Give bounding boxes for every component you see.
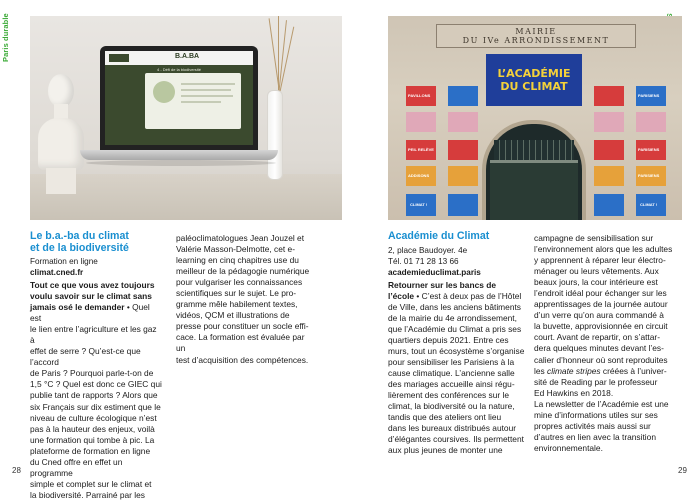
article-url[interactable]: climat.cned.fr — [30, 268, 84, 277]
panel-label: PEIL RELÈVE — [408, 147, 434, 152]
text-line: la buvette, approvisionnée en circuit — [534, 321, 668, 332]
text-line: l’école • C’est à deux pas de l’Hôtel — [388, 290, 522, 301]
text-line: des mariages accueille ainsi régu- — [388, 378, 515, 389]
text-line: Retourner sur les bancs de — [388, 279, 496, 290]
text-line: paléoclimatologues Jean Jouzel et — [176, 233, 305, 243]
text-line: d’un verre qu’on aura commandé à — [534, 310, 664, 321]
text-line: scientifiques sur le sujet. Le pro- — [176, 288, 297, 299]
striped-pillar-left — [406, 16, 436, 220]
academie-banner: L’ACADÉMIE DU CLIMAT — [486, 54, 582, 106]
section-label: Paris durable — [1, 13, 10, 62]
article-title: Le b.a.-ba du climat et de la biodiversité — [30, 230, 129, 254]
article-format: Formation en ligne — [30, 257, 98, 266]
text-line: effet de serre ? Qu’est-ce que l’accord — [30, 346, 141, 368]
text-line: mine d’informations utiles sur ses — [534, 409, 658, 420]
text-line: de Ville, dans les anciens bâtiments — [388, 301, 521, 312]
striped-pillar-center-right — [594, 16, 624, 220]
text-line: calier d’honneur où sont reproduites — [534, 354, 668, 365]
text-line: la biodiversité. Parrainé par les — [30, 489, 145, 500]
text-line: tandis que des ateliers ont lieu — [388, 412, 502, 423]
text-line: de la mairie du 4e arrondissement, — [388, 312, 517, 323]
text-line: niveau de culture écologique n’est — [30, 412, 157, 423]
text-line: l’environnement alors que les adultes — [534, 244, 673, 255]
text-line: le lien entre l’agriculture et les gaz à — [30, 324, 157, 346]
text-line: de Paris ? Pourquoi parle-t-on de — [30, 368, 154, 379]
text-line: cause climatique. L’ancienne salle — [388, 367, 515, 378]
striped-pillar-center-left — [448, 16, 478, 220]
panel-label: PARISIENS — [638, 93, 660, 98]
article-url[interactable]: academieduclimat.paris — [388, 267, 481, 277]
text-line: learning en cinq chapitres use du — [176, 255, 299, 266]
arched-door — [482, 120, 586, 220]
bust-sculpture — [38, 74, 84, 194]
text-line: climat, la biodiversité ou la nature, — [388, 401, 515, 412]
text-line: dans les bureaux distribués autour — [388, 423, 517, 434]
panel-label: PARISIENS — [638, 173, 660, 178]
text-line: campagne de sensibilisation sur — [534, 233, 654, 243]
panel-label: PAVILLONS — [408, 93, 431, 98]
text-line: test d’acquisition des compétences. — [176, 354, 309, 365]
text-line: y apprennent à réparer leur électro- — [534, 255, 666, 266]
text-line: voulu savoir sur le climat sans — [30, 291, 152, 302]
text-line: cace. La formation est évaluée par un — [176, 332, 305, 354]
text-line: meilleur de la pédagogie numérique — [176, 266, 310, 277]
text-line: pour sensibiliser les Parisiens à la — [388, 356, 515, 367]
text-line: que l’Académie du Climat a pris ses — [388, 323, 522, 334]
article-phone: Tél. 01 71 28 13 66 — [388, 256, 459, 266]
text-line: court. Avant de repartir, on s’attar- — [534, 332, 660, 343]
text-line: murs, tout un écosystème s’organise — [388, 345, 525, 356]
article-col-2 — [534, 233, 684, 454]
text-line: dera quelques minutes devant l’es- — [534, 343, 664, 354]
text-line: environnementale. — [534, 442, 603, 453]
article-title: Académie du Climat — [388, 230, 490, 242]
text-line: plateforme de formation en ligne — [30, 445, 151, 456]
text-line: une formation qui tombe à pic. La — [30, 434, 155, 445]
text-line: les climate stripes créées à l’univer- — [534, 365, 667, 376]
dried-flowers — [256, 16, 300, 96]
text-line: 1,5 °C ? Quel est donc ce GIEC qui — [30, 379, 162, 390]
text-line: propres activités mais aussi sur — [534, 420, 651, 431]
text-line: six Français sur dix estiment que le — [30, 401, 161, 412]
text-line: jamais osé le demander • Quel est — [30, 302, 150, 324]
screen-brand: B.A.BA — [175, 53, 200, 60]
text-line: Ed Hawkins en 2018. — [534, 387, 614, 398]
article-body — [388, 280, 526, 457]
text-line: Valérie Masson-Delmotte, cet e- — [176, 244, 295, 255]
text-line: vidéos, QCM et illustrations de — [176, 310, 290, 321]
panel-label: ADDISONS — [408, 173, 430, 178]
text-line: lièrement des conférences sur le — [388, 389, 510, 400]
right-page — [350, 0, 700, 485]
page-number: 29 — [678, 466, 687, 475]
text-line: quartiers depuis 2021. Entre ces — [388, 334, 509, 345]
vase — [267, 90, 283, 180]
building-sign: MAIRIE DU IVe ARRONDISSEMENT — [436, 24, 636, 48]
page-number: 28 — [12, 466, 21, 475]
laptop-base — [80, 150, 278, 160]
panel-label: CLIMAT ! — [410, 202, 428, 207]
striped-pillar-right — [636, 16, 666, 220]
text-line: ménager ou leurs vêtements. Aux — [534, 266, 659, 277]
article-col-1 — [30, 231, 162, 501]
article-col-2 — [176, 233, 316, 366]
screen-title: 4 - Défi de la biodiversité — [157, 67, 202, 72]
article-body — [30, 280, 162, 501]
text-line: simple et complet sur le climat et — [30, 478, 152, 489]
text-line: La newsletter de l’Académie est une — [534, 398, 669, 409]
text-line: d’autres en lien avec la transition — [534, 431, 656, 442]
mairie-photo — [388, 16, 682, 220]
text-line: Tout ce que vous avez toujours — [30, 280, 155, 290]
laptop-photo — [30, 16, 342, 220]
text-line: pour vulgariser les connaissances — [176, 277, 303, 288]
article-col-1 — [388, 231, 526, 456]
panel-label: PARISIENS — [638, 147, 660, 152]
text-line: gramme mêle habilement textes, — [176, 299, 298, 310]
text-line: l’endroit idéal pour échanger sur les — [534, 288, 667, 299]
text-line: presse pour constituer un socle effi- — [176, 321, 309, 332]
laptop-screen — [100, 46, 258, 150]
article-address: 2, place Baudoyer. 4e — [388, 245, 468, 255]
text-line: sité de Reading par le professeur — [534, 376, 658, 387]
text-line: aux plus jeunes de monter une — [388, 445, 503, 456]
text-line: du Cned offre en effet un programme — [30, 456, 123, 478]
text-line: beaux jours, la cour intérieure est — [534, 277, 658, 288]
text-line: d’élégantes coursives. Ils permettent — [388, 434, 524, 445]
text-line: pas à la hauteur des enjeux, voilà — [30, 423, 155, 434]
panel-label: CLIMAT ! — [640, 202, 658, 207]
text-line: apprentissages de la journée autour — [534, 299, 668, 310]
text-line: publie tant de rapports ? Alors que — [30, 390, 158, 401]
left-page — [0, 0, 350, 500]
